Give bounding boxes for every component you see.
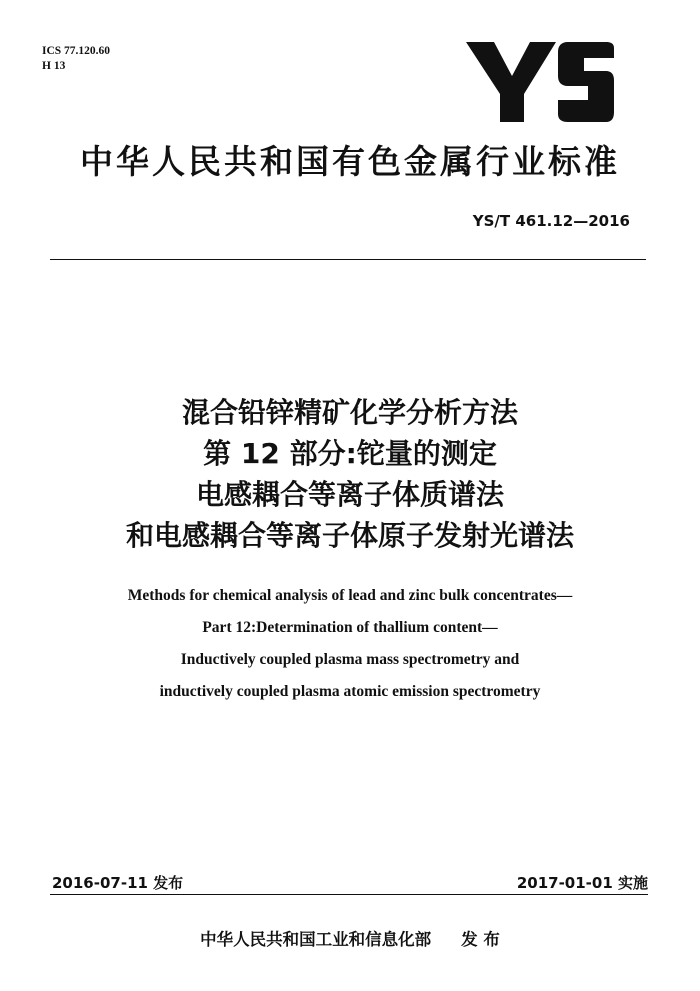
- issuing-authority: [40, 926, 660, 950]
- chinese-title-line: 和电感耦合等离子体原子发射光谱法: [125, 519, 574, 552]
- ccs-code: H 13: [42, 60, 66, 72]
- chinese-title: [40, 392, 660, 556]
- issuer-name: 中华人民共和国工业和信息化部: [200, 930, 432, 949]
- logo-letter-s: [558, 42, 614, 122]
- english-title-line: Inductively coupled plasma mass spectrometry and: [180, 651, 520, 668]
- issue-date: 2016-07-11 发布: [52, 874, 184, 892]
- english-title-line: Methods for chemical analysis of lead and zinc bulk concentrates—: [127, 587, 573, 604]
- english-title-line: inductively coupled plasma atomic emission spectrometry: [159, 683, 541, 700]
- classification-codes: [42, 44, 110, 74]
- chinese-title-line: 电感耦合等离子体质谱法: [195, 478, 504, 511]
- chinese-title-line: 第 12 部分:铊量的测定: [203, 437, 497, 470]
- ics-code: ICS 77.120.60: [42, 45, 111, 57]
- bottom-divider: [50, 894, 648, 895]
- issuer-action: 发 布: [461, 930, 500, 949]
- standard-type-title: 中华人民共和国有色金属行业标准: [80, 142, 620, 181]
- chinese-title-line: 混合铅锌精矿化学分析方法: [181, 396, 518, 429]
- ys-logo: [460, 22, 620, 130]
- logo-letter-y: [466, 42, 556, 122]
- implementation-date: 2017-01-01 实施: [516, 874, 648, 892]
- standard-number: YS/T 461.12—2016: [472, 212, 630, 230]
- english-title: [40, 580, 660, 708]
- english-title-line: Part 12:Determination of thallium content—: [202, 619, 498, 636]
- top-divider: [50, 259, 646, 260]
